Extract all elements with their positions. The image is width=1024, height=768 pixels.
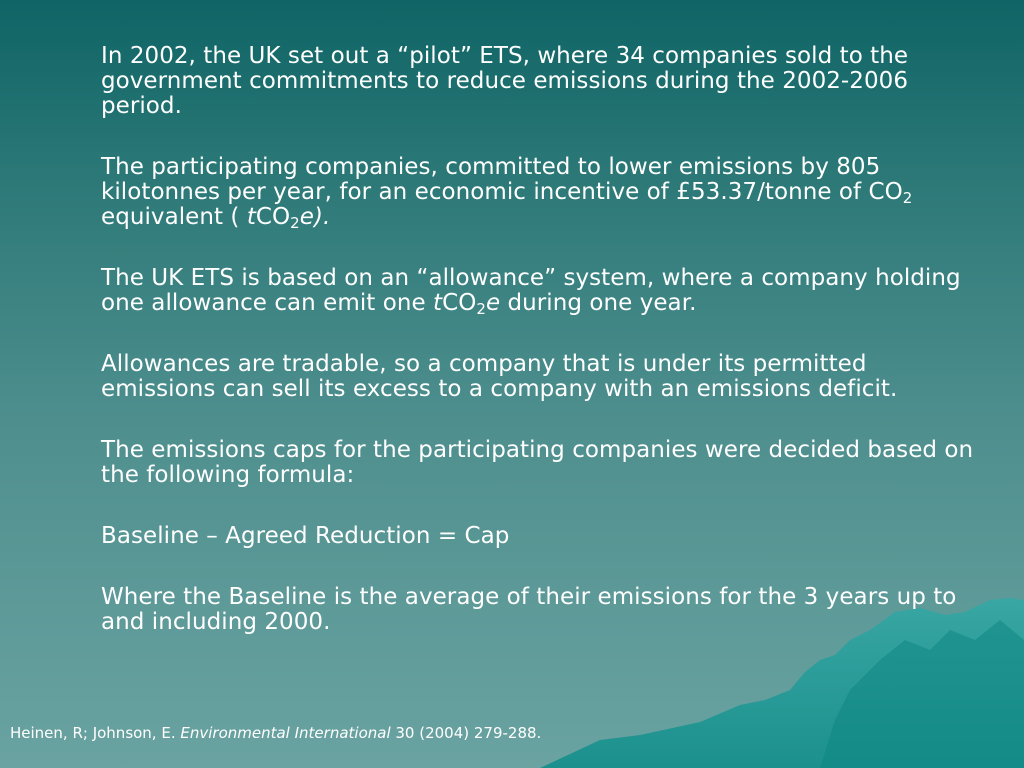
citation-details: 30 (2004) 279-288. (390, 724, 542, 742)
slide-body (101, 44, 981, 671)
citation-authors: Heinen, R; Johnson, E. (10, 724, 181, 742)
italic-t: t (246, 204, 256, 230)
paragraph-participating-companies (101, 155, 981, 230)
text-run: equivalent ( (101, 204, 247, 230)
paragraph-tradable-allowances: Allowances are tradable, so a company that is under its permitted emissions can sell its excess to a company with an emissions deficit. (101, 351, 898, 402)
subscript: 2 (290, 214, 300, 232)
italic-e: e). (299, 204, 331, 230)
paragraph-emissions-caps: The emissions caps for the participating companies were decided based on the following formula: (101, 437, 974, 488)
subscript: 2 (476, 300, 486, 318)
paragraph-formula: Baseline – Agreed Reduction = Cap (101, 523, 510, 549)
text-run: The UK ETS is based on an “allowance” system, where a company holding one allowance can emit one (101, 265, 961, 316)
citation-journal: Environmental International (180, 724, 391, 742)
italic-e: e (485, 290, 501, 316)
text-run: The participating companies, committed to lower emissions by 805 kilotonnes per year, for an economic incentive of £53.37/tonne of CO (101, 154, 903, 205)
paragraph-baseline-definition: Where the Baseline is the average of their emissions for the 3 years up to and including 2000. (101, 584, 957, 635)
text-run: CO (442, 290, 477, 316)
paragraph-allowance-system (101, 266, 981, 316)
text-run: CO (255, 204, 291, 230)
paragraph-pilot-ets: In 2002, the UK set out a “pilot” ETS, where 34 companies sold to the government commitments to reduce emissions during the 2002-2006 period. (101, 43, 909, 119)
text-run: during one year. (500, 290, 697, 316)
italic-t: t (433, 290, 443, 316)
subscript: 2 (902, 189, 913, 207)
citation (10, 723, 541, 743)
